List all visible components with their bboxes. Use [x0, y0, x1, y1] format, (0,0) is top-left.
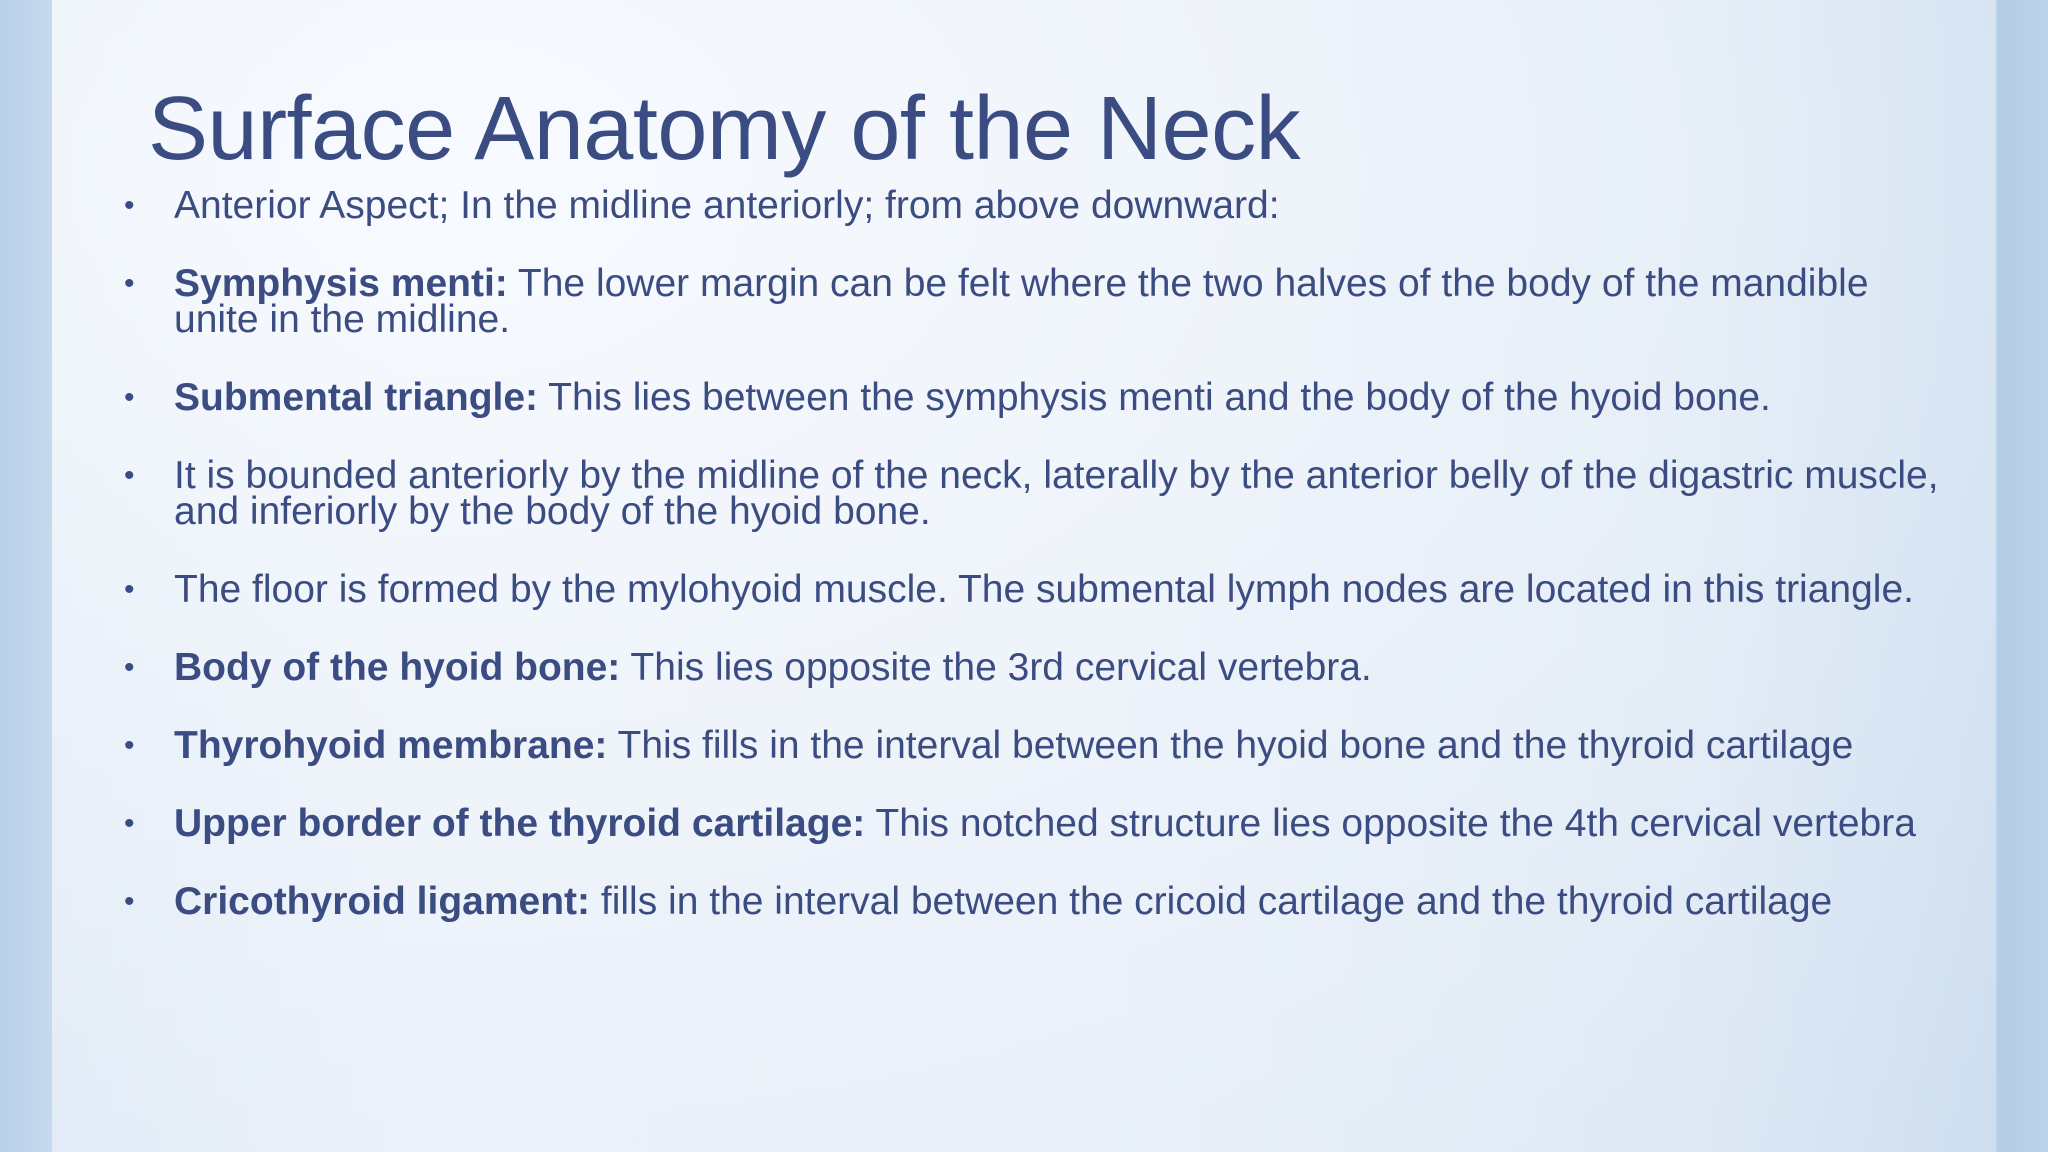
bullet-item [124, 724, 1944, 767]
bullet-text: This lies opposite the 3rd cervical vertebra. [620, 646, 1372, 689]
bullet-text: The floor is formed by the mylohyoid muscle. The submental lymph nodes are located in this triangle. [174, 568, 1914, 611]
bullet-term: Thyrohyoid membrane: [174, 724, 608, 767]
bullet-term: Cricothyroid ligament: [174, 880, 591, 923]
bullet-text: It is bounded anteriorly by the midline of the neck, laterally by the anterior belly of the digastric muscle, and inferiorly by the body of the hyoid bone. [174, 454, 1939, 533]
bullet-item [124, 802, 1944, 845]
bullet-dot-icon: • [124, 885, 135, 918]
bullet-item [124, 568, 1944, 611]
bullet-item [124, 376, 1944, 419]
bullet-text: This fills in the interval between the hyoid bone and the thyroid cartilage [607, 724, 1854, 767]
slide [52, 0, 1996, 1152]
bullet-text: fills in the interval between the cricoid cartilage and the thyroid cartilage [590, 880, 1833, 923]
bullet-item [124, 646, 1944, 689]
slide-title: Surface Anatomy of the Neck [148, 79, 1301, 179]
bullet-item [124, 880, 1944, 923]
bullet-text: This lies between the symphysis menti and the body of the hyoid bone. [538, 376, 1771, 419]
bullet-item [124, 262, 1944, 341]
bullet-dot-icon: • [124, 381, 135, 414]
bullet-dot-icon: • [124, 267, 135, 300]
bullet-dot-icon: • [124, 189, 135, 222]
bullet-term: Body of the hyoid bone: [174, 646, 621, 689]
bullet-term: Symphysis menti: [174, 262, 508, 305]
bullet-text: The lower margin can be felt where the two halves of the body of the mandible unite in the midline. [174, 262, 1869, 341]
bullet-text: Anterior Aspect; In the midline anteriorly; from above downward: [174, 184, 1280, 227]
bullet-term: Submental triangle: [174, 376, 539, 419]
bullet-text: This notched structure lies opposite the 4th cervical vertebra [865, 802, 1916, 845]
bullet-dot-icon: • [124, 807, 135, 840]
bullet-term: Upper border of the thyroid cartilage: [174, 802, 866, 845]
bullet-dot-icon: • [124, 459, 135, 492]
bullet-dot-icon: • [124, 729, 135, 762]
bullet-dot-icon: • [124, 573, 135, 606]
bullet-item [124, 184, 1944, 227]
bullet-list [124, 184, 1944, 962]
bullet-item [124, 454, 1944, 533]
bullet-dot-icon: • [124, 651, 135, 684]
